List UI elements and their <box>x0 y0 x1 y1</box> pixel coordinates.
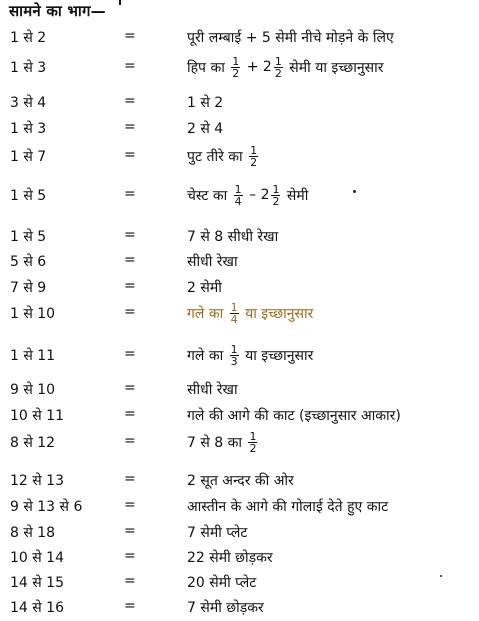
measurement-description <box>187 469 294 491</box>
equals-sign: = <box>124 497 136 513</box>
point-range: 14 से 15 <box>10 575 64 591</box>
fraction <box>274 56 283 79</box>
measurement-description <box>187 495 388 517</box>
instruction-row <box>0 546 479 568</box>
equals-sign: = <box>124 523 136 539</box>
fraction <box>234 184 243 207</box>
description-text: 7 सेमी छोड़कर <box>187 599 264 616</box>
fraction-numerator: 1 <box>232 54 240 68</box>
point-range: 1 से 7 <box>10 149 47 165</box>
fraction-denominator: 2 <box>249 441 257 455</box>
fraction <box>230 344 239 367</box>
measurement-description <box>187 26 394 48</box>
fraction <box>230 302 239 325</box>
description-text: पूरी लम्बाई + 5 सेमी नीचे मोड़ने के लिए <box>187 29 394 46</box>
instruction-row <box>0 495 479 517</box>
description-text: 2 सेमी <box>187 279 222 296</box>
point-range: 1 से 3 <box>10 121 47 137</box>
description-text: या इच्छानुसार <box>240 305 314 322</box>
fraction-denominator: 2 <box>274 66 282 80</box>
instruction-row <box>0 117 479 139</box>
description-text: 7 से 8 का <box>187 434 247 451</box>
point-range: 1 से 5 <box>10 229 47 245</box>
equals-sign: = <box>124 119 136 135</box>
instruction-row <box>0 184 479 206</box>
measurement-description <box>187 344 313 366</box>
instruction-row <box>0 344 479 366</box>
fraction <box>248 431 257 454</box>
equals-sign: = <box>124 598 136 614</box>
description-text: 7 सेमी प्लेट <box>187 524 248 541</box>
section-heading: सामने का भाग— <box>9 2 106 20</box>
measurement-description <box>187 521 247 543</box>
point-range: 10 से 14 <box>10 550 64 566</box>
point-range: 9 से 10 <box>10 382 56 398</box>
equals-sign: = <box>124 304 136 320</box>
point-range: 1 से 3 <box>10 60 47 76</box>
point-range: 8 से 12 <box>10 435 56 451</box>
description-text: गले का <box>187 305 228 322</box>
instruction-row <box>0 302 479 324</box>
point-range: 14 से 16 <box>10 600 64 616</box>
description-text: 1 से 2 <box>187 94 224 111</box>
point-range: 3 से 4 <box>10 95 47 111</box>
fraction-denominator: 3 <box>230 354 238 368</box>
instruction-row <box>0 469 479 491</box>
scan-mark <box>119 0 121 5</box>
measurement-description <box>187 117 223 139</box>
measurement-description <box>187 276 222 298</box>
description-text: + 2 <box>242 59 272 75</box>
fraction-numerator: 1 <box>250 143 258 157</box>
equals-sign: = <box>124 433 136 449</box>
point-range: 5 से 6 <box>10 254 47 270</box>
description-text: चेस्ट का <box>187 187 232 204</box>
description-text: या इच्छानुसार <box>240 347 314 364</box>
equals-sign: = <box>124 186 136 202</box>
point-range: 10 से 11 <box>10 408 64 424</box>
instruction-row <box>0 91 479 113</box>
fraction-denominator: 2 <box>250 155 258 169</box>
description-text: गले की आगे की काट (इच्छानुसार आकार) <box>187 407 401 424</box>
fraction-numerator: 1 <box>274 54 282 68</box>
fraction <box>231 56 240 79</box>
measurement-description <box>187 91 223 113</box>
point-range: 1 से 2 <box>10 30 47 46</box>
equals-sign: = <box>124 252 136 268</box>
scan-speck <box>440 575 442 577</box>
equals-sign: = <box>124 406 136 422</box>
measurement-description <box>187 546 273 568</box>
fraction-denominator: 2 <box>232 66 240 80</box>
equals-sign: = <box>124 548 136 564</box>
instruction-row <box>0 431 479 453</box>
fraction-numerator: 1 <box>234 182 242 196</box>
measurement-description <box>187 250 238 272</box>
instruction-row <box>0 378 479 400</box>
fraction-denominator: 4 <box>234 194 242 208</box>
point-range: 7 से 9 <box>10 280 47 296</box>
description-text: सीधी रेखा <box>187 381 238 398</box>
instruction-row <box>0 571 479 593</box>
measurement-description <box>187 596 264 618</box>
measurement-description <box>187 225 278 247</box>
equals-sign: = <box>124 380 136 396</box>
description-text: सेमी <box>282 187 309 204</box>
measurement-description <box>187 378 238 400</box>
point-range: 9 से 13 से 6 <box>10 499 83 515</box>
equals-sign: = <box>124 471 136 487</box>
fraction-denominator: 2 <box>272 194 280 208</box>
instruction-row <box>0 225 479 247</box>
description-text: सीधी रेखा <box>187 253 238 270</box>
equals-sign: = <box>124 227 136 243</box>
point-range: 12 से 13 <box>10 473 64 489</box>
description-text: 2 से 4 <box>187 120 224 137</box>
fraction-numerator: 1 <box>230 342 238 356</box>
description-text: 7 से 8 सीधी रेखा <box>187 228 279 245</box>
instruction-row <box>0 404 479 426</box>
equals-sign: = <box>124 147 136 163</box>
fraction-numerator: 1 <box>249 429 257 443</box>
measurement-description <box>187 302 313 324</box>
instruction-row <box>0 250 479 272</box>
fraction-numerator: 1 <box>272 182 280 196</box>
measurement-description <box>187 56 383 78</box>
point-range: 1 से 11 <box>10 348 56 364</box>
instruction-row <box>0 26 479 48</box>
description-text: 20 सेमी प्लेट <box>187 574 257 591</box>
description-text: हिप का <box>187 59 230 76</box>
fraction <box>271 184 280 207</box>
scan-speck <box>353 190 356 193</box>
measurement-description <box>187 431 259 453</box>
description-text: 22 सेमी छोड़कर <box>187 549 273 566</box>
instruction-row <box>0 276 479 298</box>
point-range: 8 से 18 <box>10 525 56 541</box>
point-range: 1 से 10 <box>10 306 56 322</box>
description-text: गले का <box>187 347 228 364</box>
description-text: सेमी या इच्छानुसार <box>284 59 384 76</box>
fraction <box>249 145 258 168</box>
measurement-description <box>187 404 401 426</box>
fraction-denominator: 4 <box>230 312 238 326</box>
measurement-description <box>187 571 256 593</box>
equals-sign: = <box>124 278 136 294</box>
description-text: 2 सूत अन्दर की ओर <box>187 472 294 489</box>
description-text: पुट तीरे का <box>187 148 248 165</box>
instruction-row <box>0 521 479 543</box>
equals-sign: = <box>124 28 136 44</box>
equals-sign: = <box>124 346 136 362</box>
equals-sign: = <box>124 573 136 589</box>
point-range: 1 से 5 <box>10 188 47 204</box>
equals-sign: = <box>124 93 136 109</box>
description-text: आस्तीन के आगे की गोलाई देते हुए काट <box>187 498 389 515</box>
measurement-description <box>187 184 308 206</box>
instruction-row <box>0 596 479 618</box>
fraction-numerator: 1 <box>230 300 238 314</box>
instruction-row <box>0 145 479 167</box>
instruction-row <box>0 56 479 78</box>
measurement-description <box>187 145 260 167</box>
equals-sign: = <box>124 58 136 74</box>
description-text: – 2 <box>244 187 270 203</box>
